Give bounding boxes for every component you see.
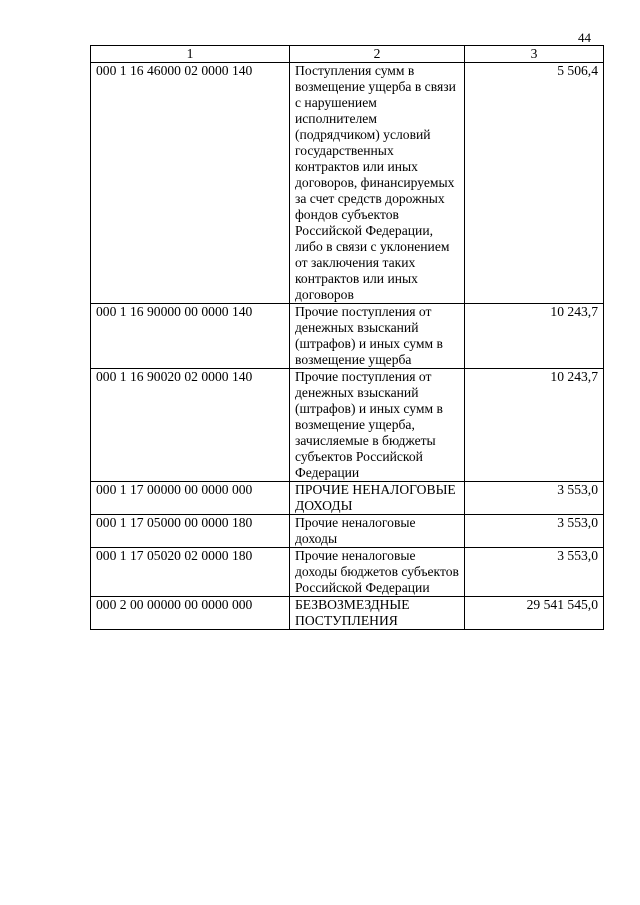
revenue-name-cell: Поступления сумм в возмещение ущерба в связи с нарушением исполнителем (подрядчиком) условий государственных контрактов или иных договоров, финансируемых за счет средств дорожных фондов субъектов Российской Федерации, либо в связи с уклонением от заключения таких контрактов или иных договоров <box>290 63 465 304</box>
budget-code-cell: 000 1 16 46000 02 0000 140 <box>91 63 290 304</box>
amount-cell: 29 541 545,0 <box>465 597 604 630</box>
revenue-name-cell: БЕЗВОЗМЕЗДНЫЕ ПОСТУПЛЕНИЯ <box>290 597 465 630</box>
column-header-2: 2 <box>290 46 465 63</box>
revenue-name-cell: Прочие неналоговые доходы <box>290 515 465 548</box>
table-row <box>91 482 604 515</box>
table-row <box>91 548 604 597</box>
column-number-header-row <box>91 46 604 63</box>
table-row <box>91 515 604 548</box>
budget-code-cell: 000 1 17 00000 00 0000 000 <box>91 482 290 515</box>
budget-code-cell: 000 1 17 05020 02 0000 180 <box>91 548 290 597</box>
table-row <box>91 369 604 482</box>
table-row <box>91 63 604 304</box>
budget-code-cell: 000 1 16 90020 02 0000 140 <box>91 369 290 482</box>
table-row <box>91 597 604 630</box>
page-number: 44 <box>578 30 591 45</box>
revenue-table <box>90 45 604 630</box>
revenue-name-cell: Прочие неналоговые доходы бюджетов субъектов Российской Федерации <box>290 548 465 597</box>
amount-cell: 3 553,0 <box>465 515 604 548</box>
amount-cell: 10 243,7 <box>465 304 604 369</box>
revenue-name-cell: ПРОЧИЕ НЕНАЛОГОВЫЕ ДОХОДЫ <box>290 482 465 515</box>
budget-code-cell: 000 1 16 90000 00 0000 140 <box>91 304 290 369</box>
amount-cell: 10 243,7 <box>465 369 604 482</box>
budget-code-cell: 000 2 00 00000 00 0000 000 <box>91 597 290 630</box>
amount-cell: 3 553,0 <box>465 548 604 597</box>
budget-code-cell: 000 1 17 05000 00 0000 180 <box>91 515 290 548</box>
amount-cell: 5 506,4 <box>465 63 604 304</box>
amount-cell: 3 553,0 <box>465 482 604 515</box>
column-header-1: 1 <box>91 46 290 63</box>
revenue-name-cell: Прочие поступления от денежных взысканий (штрафов) и иных сумм в возмещение ущерба, зачисляемые в бюджеты субъектов Российской Федерации <box>290 369 465 482</box>
revenue-name-cell: Прочие поступления от денежных взысканий (штрафов) и иных сумм в возмещение ущерба <box>290 304 465 369</box>
column-header-3: 3 <box>465 46 604 63</box>
table-row <box>91 304 604 369</box>
